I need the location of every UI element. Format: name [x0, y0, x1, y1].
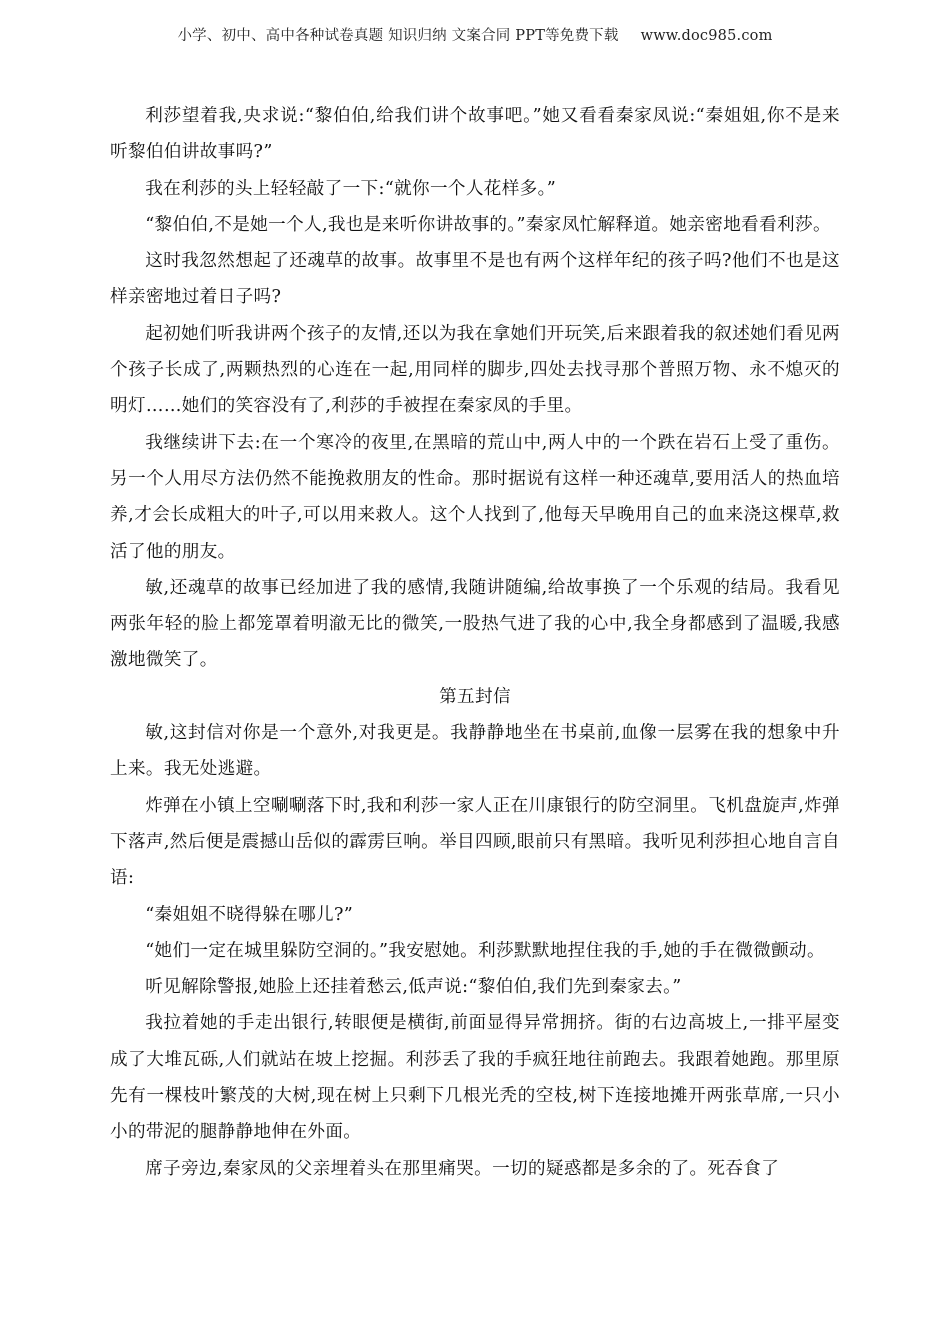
- paragraph: 起初她们听我讲两个孩子的友情,还以为我在拿她们开玩笑,后来跟着我的叙述她们看见两个孩子长成了,两颗热烈的心连在一起,用同样的脚步,四处去找寻那个普照万物、永不熄灭的明灯……她们的笑容没有了,利莎的手被捏在秦家凤的手里。: [110, 323, 840, 417]
- paragraph: 我继续讲下去:在一个寒冷的夜里,在黑暗的荒山中,两人中的一个跌在岩石上受了重伤。另一个人用尽方法仍然不能挽救朋友的性命。那时据说有这样一种还魂草,要用活人的热血培养,才会长成粗大的叶子,可以用来救人。这个人找到了,他每天早晚用自己的血来浇这棵草,救活了他的朋友。: [110, 432, 840, 562]
- paragraph: 利莎望着我,央求说:“黎伯伯,给我们讲个故事吧。”她又看看秦家凤说:“秦姐姐,你不是来听黎伯伯讲故事吗?”: [110, 106, 840, 163]
- document-body: [110, 98, 840, 1187]
- header-url: www.doc985.com: [640, 28, 773, 44]
- paragraph: 听见解除警报,她脸上还挂着愁云,低声说:“黎伯伯,我们先到秦家去。”: [145, 977, 682, 998]
- paragraph: “她们一定在城里躲防空洞的。”我安慰她。利莎默默地捏住我的手,她的手在微微颤动。: [145, 940, 825, 961]
- header-text: 小学、初中、高中各种试卷真题 知识归纳 文案合同 PPT等免费下载: [177, 28, 619, 44]
- paragraph: “秦姐姐不晓得躲在哪儿?”: [145, 904, 354, 925]
- paragraph: 敏,这封信对你是一个意外,对我更是。我静静地坐在书桌前,血像一层雾在我的想象中升上来。我无处逃避。: [110, 723, 840, 780]
- paragraph: 这时我忽然想起了还魂草的故事。故事里不是也有两个这样年纪的孩子吗?他们不也是这样亲密地过着日子吗?: [110, 251, 840, 308]
- paragraph: 席子旁边,秦家凤的父亲埋着头在那里痛哭。一切的疑惑都是多余的了。死吞食了: [145, 1158, 780, 1179]
- paragraph: 敏,还魂草的故事已经加进了我的感情,我随讲随编,给故事换了一个乐观的结局。我看见两张年轻的脸上都笼罩着明澈无比的微笑,一股热气进了我的心中,我全身都感到了温暖,我感激地微笑了。: [110, 577, 840, 671]
- section-title: 第五封信: [439, 686, 511, 707]
- paragraph: 我在利莎的头上轻轻敲了一下:“就你一个人花样多。”: [145, 178, 557, 199]
- paragraph: “黎伯伯,不是她一个人,我也是来听你讲故事的。”秦家凤忙解释道。她亲密地看看利莎。: [145, 214, 831, 235]
- paragraph: 炸弹在小镇上空唰唰落下时,我和利莎一家人正在川康银行的防空洞里。飞机盘旋声,炸弹下落声,然后便是震撼山岳似的霹雳巨响。举目四顾,眼前只有黑暗。我听见利莎担心地自言自语:: [110, 795, 840, 889]
- paragraph: 我拉着她的手走出银行,转眼便是横街,前面显得异常拥挤。街的右边高坡上,一排平屋变成了大堆瓦砾,人们就站在坡上挖掘。利莎丢了我的手疯狂地往前跑去。我跟着她跑。那里原先有一棵枝叶繁茂的大树,现在树上只剩下几根光秃的空枝,树下连接地摊开两张草席,一只小小的带泥的腿静静地伸在外面。: [110, 1013, 840, 1143]
- page-header: [0, 24, 950, 45]
